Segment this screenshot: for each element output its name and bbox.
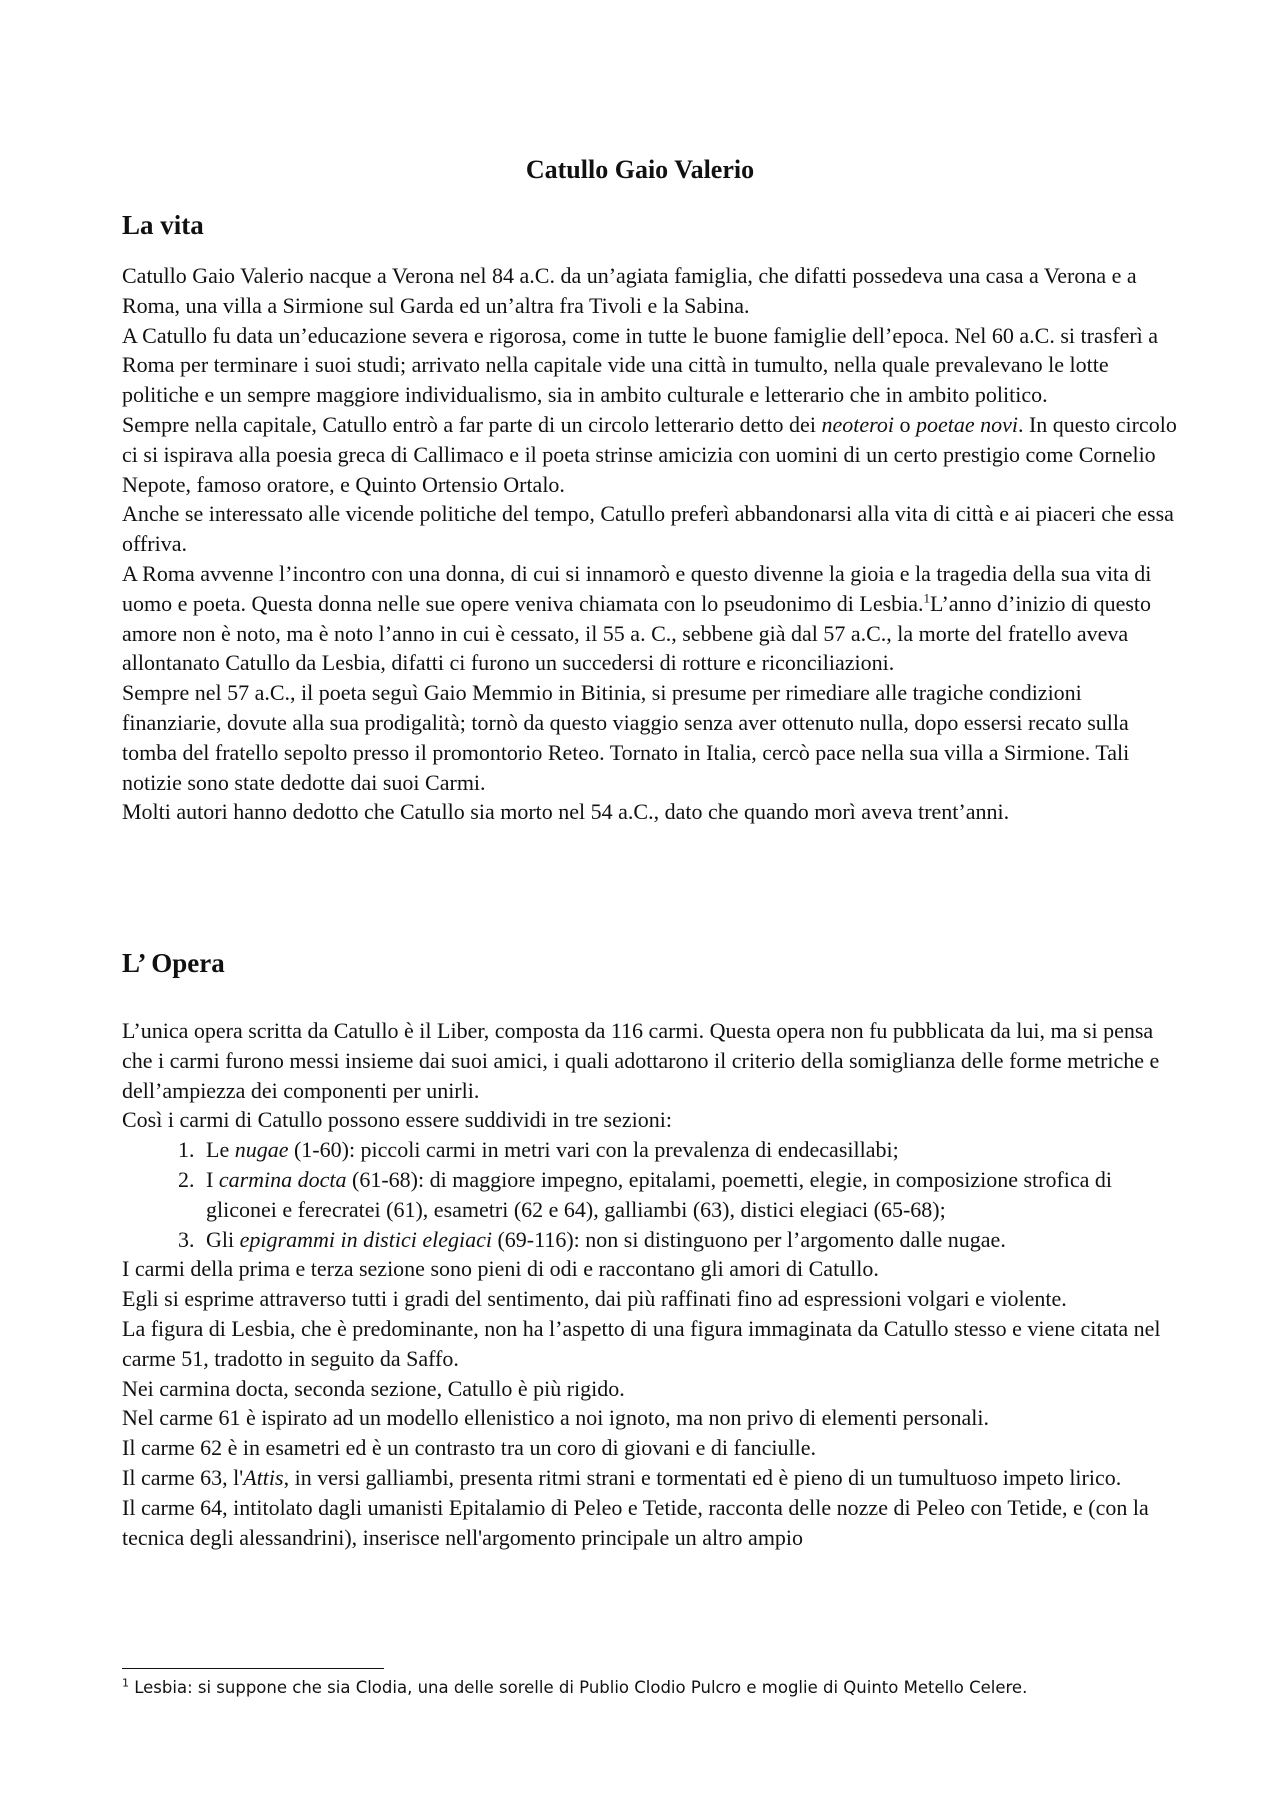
- footnote-text: Lesbia: si suppone che sia Clodia, una delle sorelle di Publio Clodio Pulcro e moglie di Quinto Metello Celere.: [129, 1678, 1028, 1697]
- text-run: (61-68): di maggiore impegno, epitalami, poemetti, elegie, in composizione strofica di gliconei e ferecratei (61), esametri (62 e 64), galliambi (63), distici elegiaci (65-68);: [206, 1166, 1113, 1222]
- paragraph: A Catullo fu data un’educazione severa e rigorosa, come in tutte le buone famiglie dell’epoca. Nel 60 a.C. si trasferì a Roma per terminare i suoi studi; arrivato nella capitale vide una città in tumulto, nella quale prevalevano le lotte politiche e un sempre maggiore individualismo, sia in ambito culturale e letterario che in ambito politico.: [122, 322, 1159, 408]
- italic-term: neoteroi: [821, 411, 894, 437]
- italic-term: epigrammi in distici elegiaci: [239, 1226, 492, 1252]
- text-run: (1-60): piccoli carmi in metri vari con la prevalenza di endecasillabi;: [288, 1137, 899, 1163]
- paragraph: L’unica opera scritta da Catullo è il Liber, composta da 116 carmi. Questa opera non fu pubblicata da lui, ma si pensa che i carmi furono messi insieme dai suoi amici, i quali adottarono il criterio della somiglianza delle forme metriche e dell’ampiezza dei componenti per unirli.: [122, 1018, 1160, 1103]
- paragraph: Egli si esprime attraverso tutti i gradi del sentimento, dai più raffinati fino ad espressioni volgari e violente.: [122, 1286, 1067, 1312]
- text-run: A Roma avvenne l’incontro con una donna, di cui si innamorò e questo divenne la gioia e la tragedia della sua vita di uomo e poeta. Questa donna nelle sue opere veniva chiamata con lo pseudonimo di Lesbia.: [122, 560, 1152, 616]
- text-run: Il carme 63, l': [122, 1464, 244, 1490]
- text-run: I: [206, 1166, 219, 1192]
- footnote-mark: 1: [122, 1676, 129, 1690]
- list-item: [200, 1225, 1178, 1255]
- footnote-reference[interactable]: 1: [923, 590, 931, 606]
- sections-list: [122, 1135, 1178, 1254]
- text-run: L’anno d’inizio di questo amore non è noto, ma è noto l’anno in cui è cessato, il 55 a. C., sebbene già dal 57 a.C., la morte del fratello aveva allontanato Catullo da Lesbia, difatti ci furono un succedersi di rotture e riconciliazioni.: [122, 590, 1152, 676]
- footnote: [122, 1677, 1182, 1699]
- paragraph: Nei carmina docta, seconda sezione, Catullo è più rigido.: [122, 1375, 625, 1401]
- paragraph: Sempre nel 57 a.C., il poeta seguì Gaio Memmio in Bitinia, si presume per rimediare alle tragiche condizioni finanziarie, dovute alla sua prodigalità; tornò da questo viaggio senza aver ottenuto nulla, dopo essersi recato sulla tomba del fratello sepolto presso il promontorio Reteo. Tornato in Italia, cercò pace nella sua villa a Sirmione. Tali notizie sono state dedotte dai suoi Carmi.: [122, 680, 1130, 795]
- text-run: (69-116): non si distinguono per l’argomento dalle nugae.: [491, 1226, 1006, 1252]
- text-run: Sempre nella capitale, Catullo entrò a far parte di un circolo letterario detto dei: [122, 411, 822, 437]
- footnote-separator: [122, 1668, 384, 1669]
- paragraph: [122, 559, 1178, 678]
- list-item: [200, 1165, 1178, 1225]
- paragraph: Catullo Gaio Valerio nacque a Verona nel 84 a.C. da un’agiata famiglia, che difatti possedeva una casa a Verona e a Roma, una villa a Sirmione sul Garda ed un’altra fra Tivoli e la Sabina.: [122, 263, 1137, 318]
- italic-term: poetae novi: [915, 411, 1018, 437]
- paragraph: [122, 410, 1178, 499]
- paragraph: Il carme 62 è in esametri ed è un contrasto tra un coro di giovani e di fanciulle.: [122, 1435, 816, 1461]
- paragraph: [122, 1463, 1178, 1493]
- paragraph: Molti autori hanno dedotto che Catullo sia morto nel 54 a.C., dato che quando morì aveva trent’anni.: [122, 799, 1010, 825]
- text-run: Gli: [206, 1226, 240, 1252]
- paragraph: Nel carme 61 è ispirato ad un modello ellenistico a noi ignoto, ma non privo di elementi personali.: [122, 1405, 989, 1431]
- italic-term: Attis: [243, 1464, 284, 1490]
- text-run: Le: [206, 1137, 235, 1163]
- paragraph: I carmi della prima e terza sezione sono pieni di odi e raccontano gli amori di Catullo.: [122, 1256, 879, 1282]
- section-heading-la-vita: La vita: [122, 210, 204, 240]
- section-body-opera: [122, 1016, 1178, 1552]
- text-run: o: [893, 411, 916, 437]
- text-run: , in versi galliambi, presenta ritmi strani e tormentati ed è pieno di un tumultuoso impeto lirico.: [283, 1464, 1122, 1490]
- paragraph: Anche se interessato alle vicende politiche del tempo, Catullo preferì abbandonarsi alla vita di città e ai piaceri che essa offriva.: [122, 501, 1174, 557]
- document-title: Catullo Gaio Valerio: [525, 155, 755, 184]
- section-body-la-vita: [122, 261, 1178, 827]
- paragraph: Così i carmi di Catullo possono essere suddividi in tre sezioni:: [122, 1107, 672, 1133]
- text-run: . In questo circolo ci si ispirava alla poesia greca di Callimaco e il poeta strinse amicizia con uomini di un certo prestigio come Cornelio Nepote, famoso oratore, e Quinto Ortensio Ortalo.: [122, 411, 1177, 497]
- paragraph: Il carme 64, intitolato dagli umanisti Epitalamio di Peleo e Tetide, racconta delle nozze di Peleo con Tetide, e (con la tecnica degli alessandrini), inserisce nell'argomento principale un altro ampio: [122, 1494, 1149, 1550]
- paragraph: La figura di Lesbia, che è predominante, non ha l’aspetto di una figura immaginata da Catullo stesso e viene citata nel carme 51, tradotto in seguito da Saffo.: [122, 1315, 1161, 1371]
- section-heading-opera: L’ Opera: [122, 948, 225, 978]
- list-item: [200, 1135, 1178, 1165]
- italic-term: nugae: [234, 1137, 289, 1163]
- italic-term: carmina docta: [218, 1166, 347, 1192]
